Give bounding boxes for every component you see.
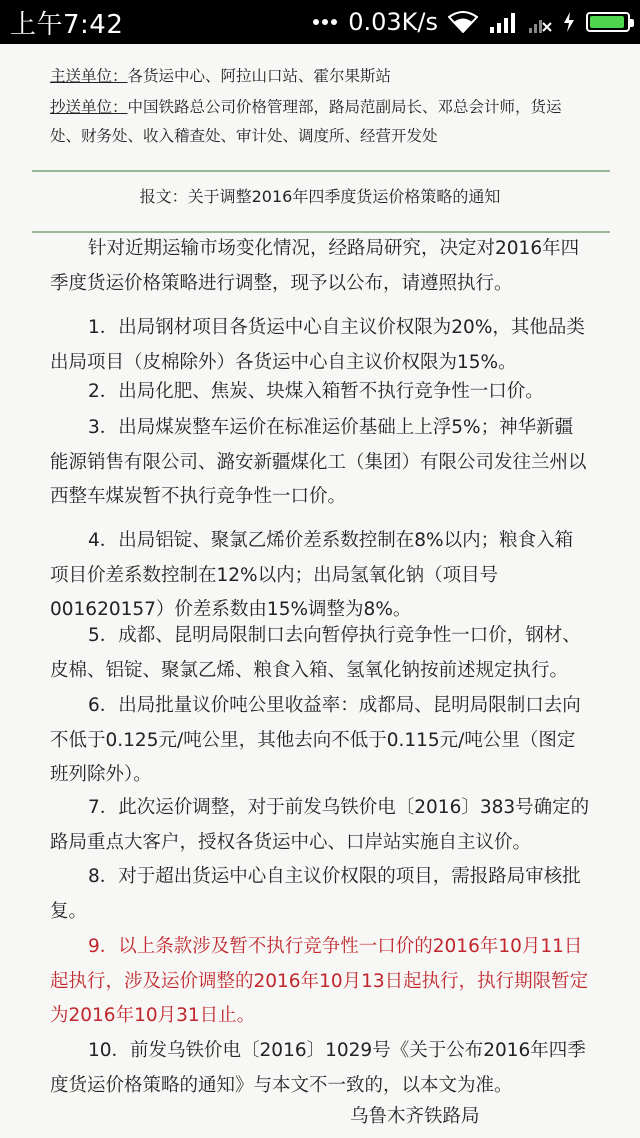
status-bar	[0, 0, 640, 44]
charging-icon	[562, 11, 576, 33]
cc-label: 抄送单位：	[50, 98, 128, 116]
main-send-value: 各货运中心、阿拉山口站、霍尔果斯站	[127, 67, 392, 85]
document-page	[0, 44, 640, 1138]
document-subject: 报文：关于调整2016年四季度货运价格策略的通知	[139, 187, 501, 206]
paragraph-item-2: 2．出局化肥、焦炭、块煤入箱暂不执行竞争性一口价。	[88, 381, 544, 402]
status-time: 上午7:42	[10, 9, 124, 40]
status-icons	[312, 8, 630, 36]
main-send-line	[50, 62, 391, 90]
paragraph-item-4: 4．出局铝锭、聚氯乙烯价差系数控制在8%以内；粮食入箱项目价差系数控制在12%以内；出局氢氧化钠（项目号001620157）价差系数由15%调整为8%。	[50, 530, 574, 620]
paragraph-item-6: 6．出局批量议价吨公里收益率：成都局、昆明局限制口去向不低于0.125元/吨公里，其他去向不低于0.115元/吨公里（图定班列除外）。	[50, 695, 581, 785]
paragraph-item-1: 1．出局钢材项目各货运中心自主议价权限为20%，其他品类出局项目（皮棉除外）各货运中心自主议价权限为15%。	[50, 317, 585, 373]
paragraph-intro: 针对近期运输市场变化情况，经路局研究，决定对2016年四季度货运价格策略进行调整，现予以公布，请遵照执行。	[50, 238, 580, 294]
dots-icon	[312, 18, 338, 26]
divider-top	[32, 170, 610, 172]
cc-line-2	[50, 122, 438, 150]
paragraph-item-9-highlight: 9．以上条款涉及暂不执行竞争性一口价的2016年10月11日起执行，涉及运价调整的2016年10月13日起执行，执行期限暂定为2016年10月31日止。	[50, 936, 589, 1026]
wifi-icon	[448, 11, 478, 33]
main-send-label: 主送单位：	[50, 67, 128, 85]
paragraph-item-8: 8．对于超出货运中心自主议价权限的项目，需报路局审核批复。	[50, 866, 581, 922]
battery-icon	[586, 12, 630, 32]
cc-value-2: 处、财务处、收入稽查处、审计处、调度所、经营开发处	[50, 127, 438, 145]
no-sim-icon	[528, 11, 552, 33]
document-signer: 乌鲁木齐铁路局	[350, 1106, 480, 1127]
paragraph-item-3: 3．出局煤炭整车运价在标准运价基础上上浮5%；神华新疆能源销售有限公司、潞安新疆煤化工（集团）有限公司发往兰州以西整车煤炭暂不执行竞争性一口价。	[50, 417, 587, 507]
paragraph-item-5: 5．成都、昆明局限制口去向暂停执行竞争性一口价，钢材、皮棉、铝锭、聚氯乙烯、粮食入箱、氢氧化钠按前述规定执行。	[50, 625, 581, 681]
signal-icon	[488, 11, 518, 33]
network-speed: 0.03K/s	[348, 8, 438, 36]
cc-line-1	[50, 93, 562, 121]
cc-value-1: 中国铁路总公司价格管理部，路局范副局长、邓总会计师，货运	[127, 98, 562, 116]
battery-level	[590, 16, 624, 28]
paragraph-item-10: 10．前发乌铁价电〔2016〕1029号《关于公布2016年四季度货运价格策略的通知》与本文不一致的，以本文为准。	[50, 1040, 586, 1096]
paragraph-item-7: 7．此次运价调整，对于前发乌铁价电〔2016〕383号确定的路局重点大客户，授权各货运中心、口岸站实施自主议价。	[50, 797, 590, 853]
